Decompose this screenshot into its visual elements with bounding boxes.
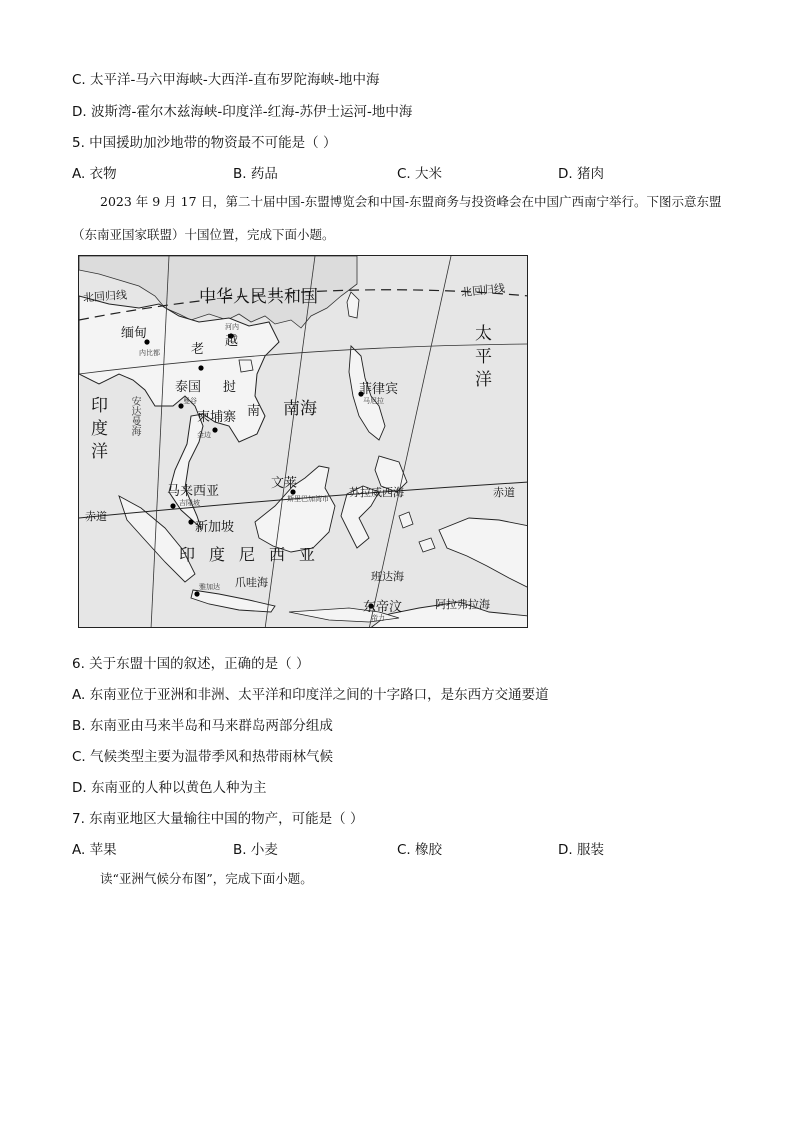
- label-dili: 帝力: [371, 614, 385, 622]
- label-vietnam: 越: [225, 334, 239, 349]
- philippines-land: [349, 346, 407, 492]
- label-laos: 老: [191, 342, 205, 357]
- label-kl: 吉隆坡: [179, 499, 200, 507]
- label-tropic-right: 北回归线: [460, 281, 506, 300]
- label-java-sea: 爪哇海: [235, 576, 268, 589]
- passage-climate: 读“亚洲气候分布图”，完成下面小题。: [100, 871, 313, 886]
- label-equator-right: 赤道: [493, 486, 515, 499]
- label-indonesia: 印度尼西亚: [179, 545, 330, 564]
- map-graphics: [79, 256, 528, 628]
- label-timor: 东帝汶: [363, 600, 403, 615]
- option-d-prev: D. 波斯湾-霍尔木兹海峡-印度洋-红海-苏伊士运河-地中海: [72, 104, 413, 120]
- label-philippines: 菲律宾: [359, 382, 399, 397]
- question-5-option-a: A. 衣物: [72, 166, 117, 182]
- label-jakarta: 雅加达: [199, 583, 220, 591]
- question-5-option-b: B. 药品: [233, 166, 278, 182]
- label-equator-left: 赤道: [85, 510, 107, 523]
- capital-jakarta: [194, 591, 199, 596]
- asean-map: [78, 255, 528, 628]
- label-malaysia: 马来西亚: [167, 484, 220, 499]
- new-guinea-land: [439, 518, 528, 588]
- question-7-stem: 7. 东南亚地区大量输往中国的物产，可能是（ ）: [72, 811, 364, 827]
- question-6-option-b: B. 东南亚由马来半岛和马来群岛两部分组成: [72, 718, 333, 734]
- label-bsb: 斯里巴加湾市: [287, 495, 329, 503]
- label-brunei: 文莱: [271, 476, 298, 491]
- label-south-sea: 南海: [283, 399, 317, 419]
- label-andaman: 安达曼海: [129, 396, 140, 436]
- label-indian: 印度洋: [87, 396, 107, 465]
- label-singapore: 新加坡: [195, 520, 235, 535]
- maluku-land: [399, 512, 435, 552]
- label-arafura: 阿拉弗拉海: [435, 598, 490, 611]
- passage-asean: 2023 年 9 月 17 日，第二十届中国-东盟博览会和中国-东盟商务与投资峰会在中国广西南宁举行。下图示意东盟（东南亚国家联盟）十国位置，完成下面小题。: [72, 194, 722, 242]
- label-hanoi: 河内: [225, 323, 239, 331]
- question-5-stem: 5. 中国援助加沙地带的物资最不可能是（ ）: [72, 135, 337, 151]
- capital-singapore: [188, 519, 193, 524]
- question-6-option-a: A. 东南亚位于亚洲和非洲、太平洋和印度洋之间的十字路口，是东西方交通要道: [72, 687, 549, 703]
- label-pacific: 太平洋: [471, 324, 491, 393]
- label-bangkok: 曼谷: [183, 397, 197, 405]
- capital-vientiane: [198, 365, 203, 370]
- label-manila: 马尼拉: [363, 397, 384, 405]
- label-laos-2: 挝: [223, 380, 237, 395]
- taiwan-land: [347, 292, 359, 318]
- option-c-prev: C. 太平洋-马六甲海峡-大西洋-直布罗陀海峡-地中海: [72, 72, 380, 88]
- capital-kl: [170, 503, 175, 508]
- label-cambodia: 柬埔寨: [197, 410, 237, 425]
- label-south: 南: [247, 404, 261, 419]
- question-5-option-c: C. 大米: [397, 166, 443, 182]
- label-phnompenh: 金边: [197, 431, 211, 439]
- question-7-option-d: D. 服装: [558, 842, 604, 858]
- capital-phnompenh: [212, 427, 217, 432]
- hainan-land: [239, 360, 253, 372]
- question-6-option-d: D. 东南亚的人种以黄色人种为主: [72, 780, 267, 796]
- label-china: 中华人民共和国: [199, 287, 318, 307]
- question-7-option-c: C. 橡胶: [397, 842, 443, 858]
- label-tropic-left: 北回归线: [82, 288, 128, 305]
- question-6-option-c: C. 气候类型主要为温带季风和热带雨林气候: [72, 749, 334, 765]
- label-myanmar: 缅甸: [121, 326, 148, 341]
- question-5-option-d: D. 猪肉: [558, 166, 604, 182]
- question-7-option-b: B. 小麦: [233, 842, 278, 858]
- question-7-option-a: A. 苹果: [72, 842, 117, 858]
- label-naypyidaw: 内比都: [139, 349, 160, 357]
- java-land: [191, 590, 275, 612]
- label-sulawesi-sea: 苏拉威西海: [349, 486, 404, 499]
- label-banda: 班达海: [371, 570, 404, 583]
- question-6-stem: 6. 关于东盟十国的叙述，正确的是（ ）: [72, 656, 310, 672]
- label-thailand: 泰国: [175, 380, 202, 395]
